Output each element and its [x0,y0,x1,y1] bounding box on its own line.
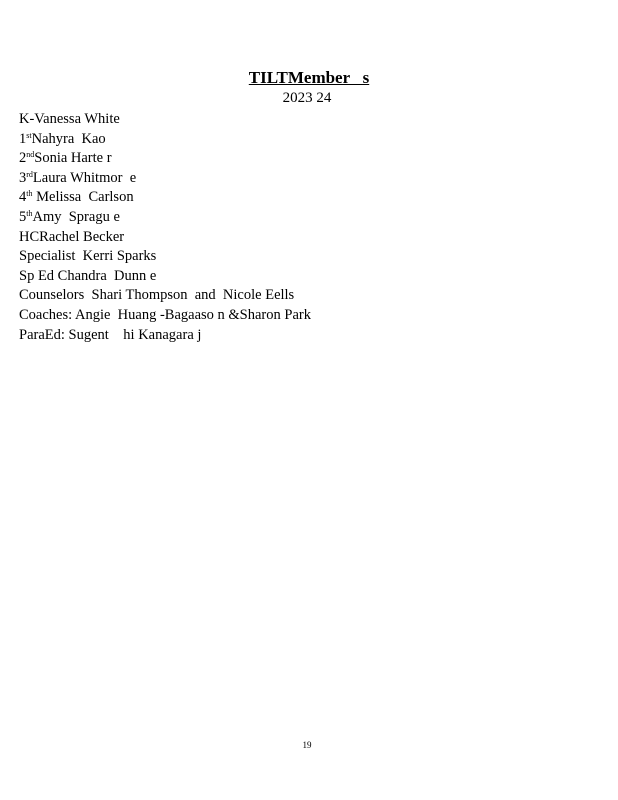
member-line-grade-3: 3rdLaura Whitmor e [19,169,137,186]
member-line-counselors: Counselors Shari Thompson and Nicole Eells [19,287,295,304]
member-line-grade-5: 5thAmy Spragu e [19,208,120,225]
member-line-specialist: Specialist Kerri Sparks [19,248,157,265]
member-line-paraed: ParaEd: Sugent hi Kanagara j [19,326,202,343]
member-line-sped: Sp Ed Chandra Dunn e [19,267,157,284]
page-number: 19 [302,740,312,750]
document-year: 2023 24 [282,90,332,106]
member-list [19,110,311,345]
member-line-coaches: Coaches: Angie Huang -Bagaaso n &Sharon Park [19,306,311,323]
member-line-grade-1: 1stNahyra Kao [19,130,106,147]
member-line-kindergarten: K-Vanessa White [19,111,120,127]
document-title: TILTMember s [248,68,370,87]
member-line-grade-2: 2ndSonia Harte r [19,150,112,167]
member-line-grade-4: 4th Melissa Carlson [19,189,134,206]
member-line-hc: HCRachel Becker [19,228,125,245]
